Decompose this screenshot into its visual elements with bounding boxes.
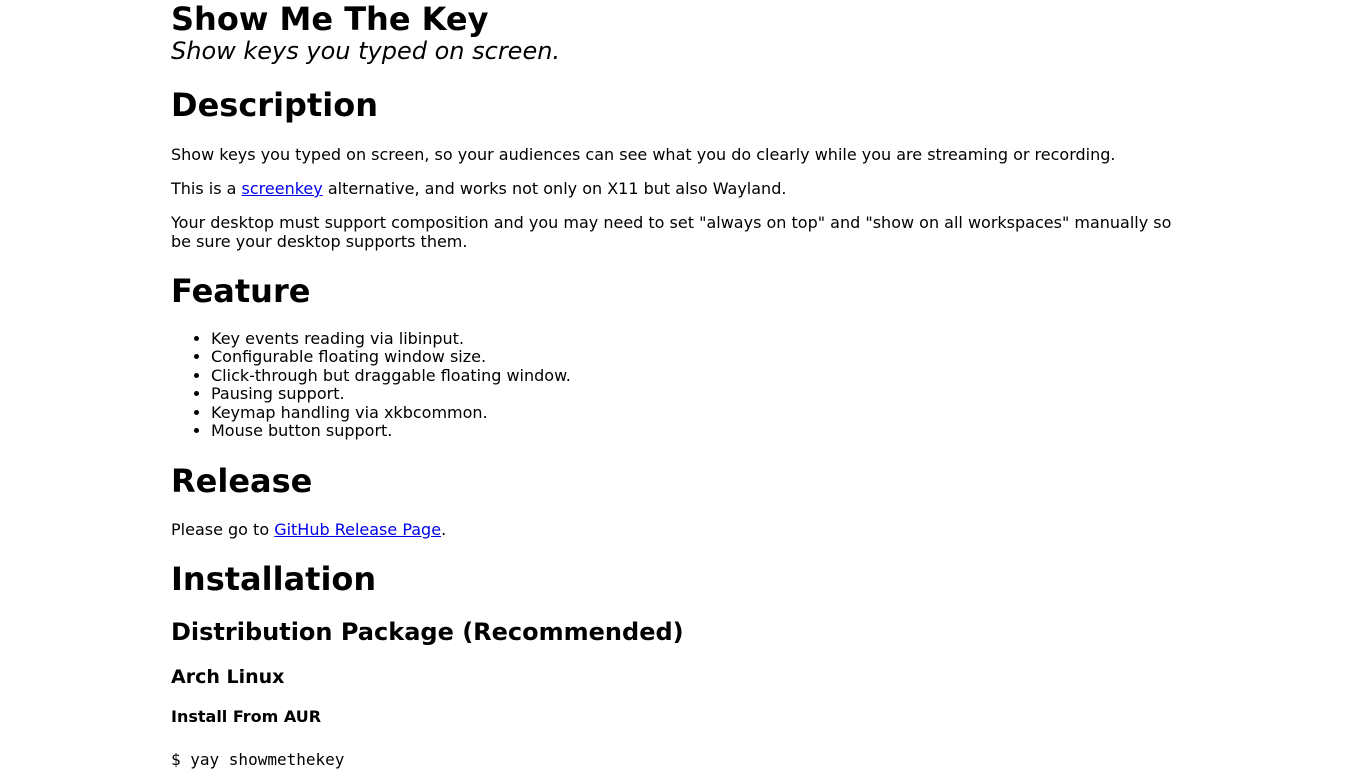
feature-list (171, 330, 571, 440)
page-title: Show Me The Key (171, 0, 489, 38)
feature-item: • Keymap handling via xkbcommon. (211, 404, 571, 422)
feature-item: • Configurable floating window size. (211, 348, 571, 366)
release-text-before: Please go to (171, 520, 275, 539)
distribution-package-heading: Distribution Package (Recommended) (171, 618, 684, 646)
description-paragraph-2 (171, 179, 1195, 198)
feature-item: • Mouse button support. (211, 422, 571, 440)
description-heading: Description (171, 86, 378, 124)
github-release-link[interactable]: GitHub Release Page (274, 520, 442, 539)
feature-item: • Click-through but draggable floating window. (211, 367, 571, 385)
description-p2-before: This is a (171, 179, 242, 198)
arch-linux-heading: Arch Linux (171, 666, 285, 688)
aur-install-command: $ yay showmethekey (171, 750, 345, 769)
feature-item: • Key events reading via libinput. (211, 330, 571, 348)
screenkey-link[interactable]: screenkey (241, 179, 323, 198)
page-subtitle: Show keys you typed on screen. (171, 37, 561, 65)
description-p2-after: alternative, and works not only on X11 but also Wayland. (322, 179, 787, 198)
release-paragraph (171, 520, 1195, 539)
description-paragraph-1: Show keys you typed on screen, so your audiences can see what you do clearly while you are streaming or recording. (171, 145, 1116, 164)
release-heading: Release (171, 462, 313, 500)
feature-item: • Pausing support. (211, 385, 571, 403)
description-paragraph-3: Your desktop must support composition and you may need to set "always on top" and "show on all workspaces" manually so be sure your desktop supports them. (171, 213, 1172, 251)
installation-heading: Installation (171, 560, 377, 598)
install-from-aur-heading: Install From AUR (171, 707, 322, 726)
release-text-after: . (441, 520, 447, 539)
feature-heading: Feature (171, 272, 311, 310)
